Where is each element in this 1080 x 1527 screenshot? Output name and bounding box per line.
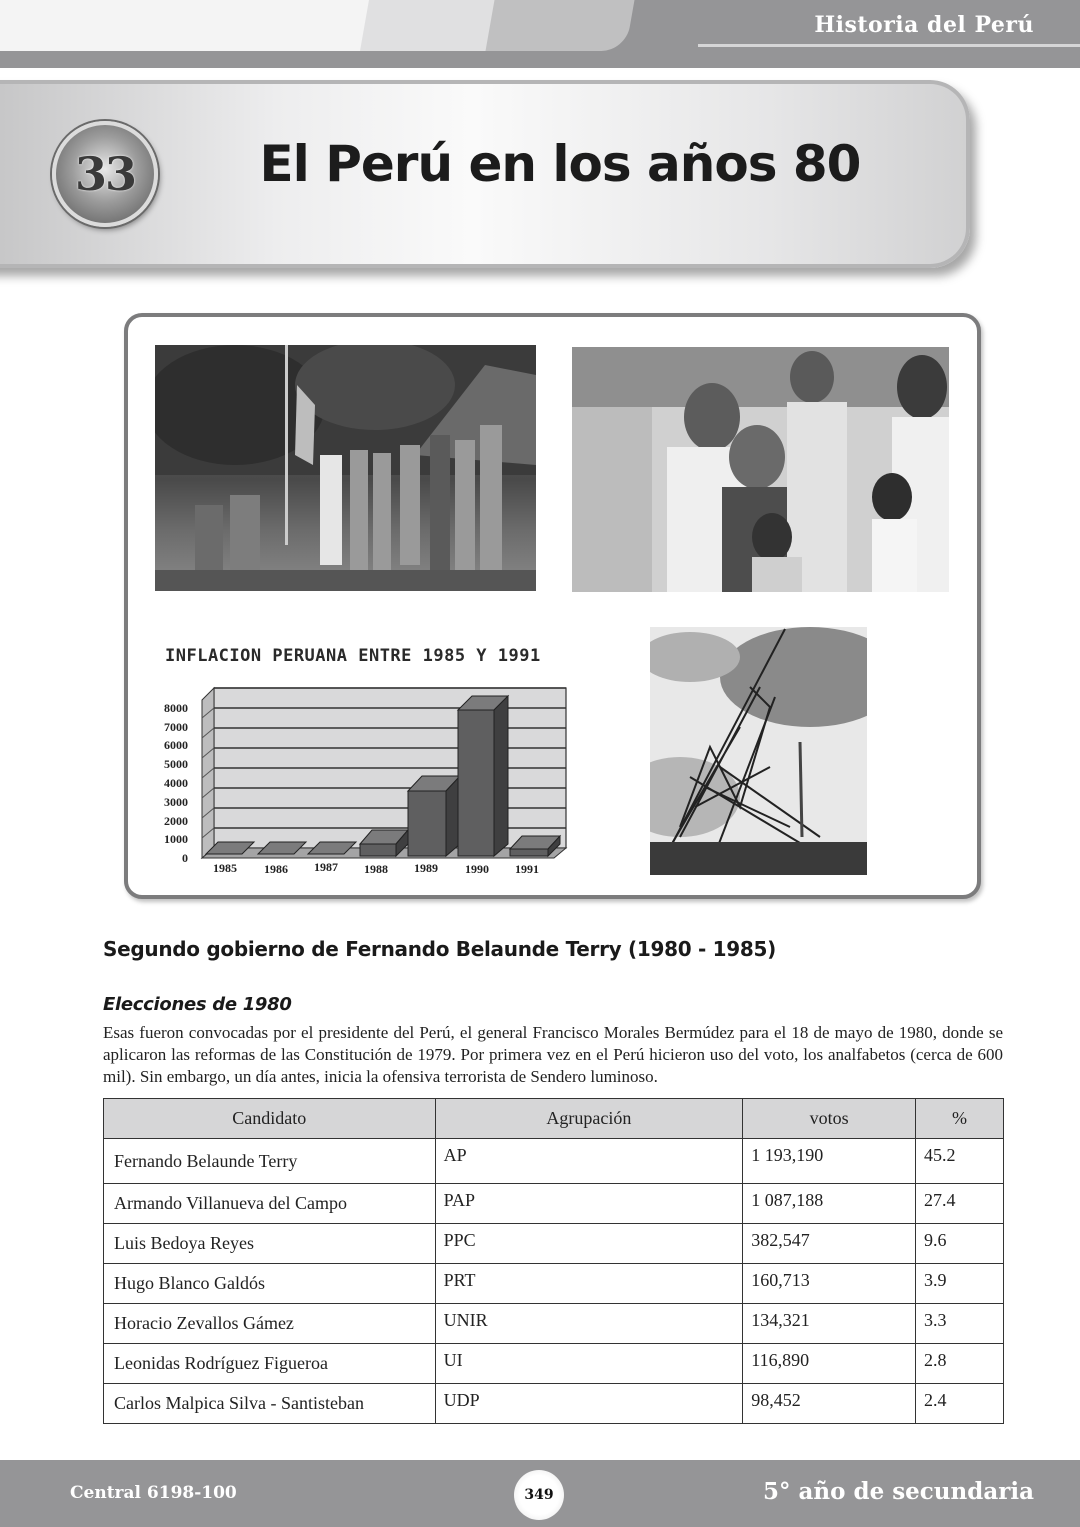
votes-cell: 1 193,190 [743, 1139, 916, 1184]
table-row [104, 1224, 1004, 1264]
candidate-cell: Armando Villanueva del Campo [104, 1184, 436, 1224]
candidate-cell: Carlos Malpica Silva - Santisteban [104, 1384, 436, 1424]
svg-text:1000: 1000 [164, 832, 188, 846]
table-row [104, 1139, 1004, 1184]
page-number-badge [514, 1470, 564, 1520]
photo-fallen-tower [650, 627, 867, 875]
percent-cell: 9.6 [916, 1224, 1004, 1264]
column-header-votes: votos [743, 1099, 916, 1139]
percent-cell: 2.8 [916, 1344, 1004, 1384]
votes-cell: 134,321 [743, 1304, 916, 1344]
votes-cell: 160,713 [743, 1264, 916, 1304]
svg-text:1986: 1986 [264, 862, 288, 876]
body-paragraph: Esas fueron convocadas por el presidente del Perú, el general Francisco Morales Bermúdez para el 18 de mayo de 1980, donde se aplicaron las reformas de las Constitución de 1979. Por primera vez en el Perú hicieron uso del voto, los analfabetos (cerca de 600 mil). Sin embargo, un día antes, inicia la ofensiva terrorista de Sendero luminoso. [103, 1023, 1003, 1086]
svg-text:0: 0 [182, 851, 188, 865]
footer-phone: Central 6198-100 [70, 1483, 237, 1503]
svg-text:8000: 8000 [164, 701, 188, 715]
page-header [0, 0, 1080, 68]
svg-text:1989: 1989 [414, 861, 438, 875]
photo-jungle-ceremony [155, 345, 536, 591]
percent-cell: 45.2 [916, 1139, 1004, 1184]
election-results-table [103, 1098, 1004, 1424]
chart-title: INFLACION PERUANA ENTRE 1985 Y 1991 [165, 646, 541, 666]
header-light-panel [0, 0, 380, 51]
svg-text:1985: 1985 [213, 861, 237, 875]
header-divider [698, 44, 1080, 47]
table-row [104, 1304, 1004, 1344]
svg-text:4000: 4000 [164, 776, 188, 790]
chapter-number: 33 [74, 147, 135, 201]
section-heading: Segundo gobierno de Fernando Belaunde Terry (1980 - 1985) [103, 937, 776, 961]
table-row [104, 1384, 1004, 1424]
svg-text:7000: 7000 [164, 720, 188, 734]
chapter-number-badge [52, 121, 158, 227]
footer-grade: 5° año de secundaria [763, 1478, 1034, 1505]
svg-text:3000: 3000 [164, 795, 188, 809]
party-cell: PPC [435, 1224, 743, 1264]
party-cell: UDP [435, 1384, 743, 1424]
candidate-cell: Luis Bedoya Reyes [104, 1224, 436, 1264]
candidate-cell: Hugo Blanco Galdós [104, 1264, 436, 1304]
header-slant-decoration [486, 0, 635, 51]
svg-text:1990: 1990 [465, 862, 489, 876]
candidate-cell: Leonidas Rodríguez Figueroa [104, 1344, 436, 1384]
photo-jungle-icon [155, 345, 536, 591]
party-cell: AP [435, 1139, 743, 1184]
party-cell: UI [435, 1344, 743, 1384]
svg-text:1991: 1991 [515, 862, 539, 876]
sub-heading: Elecciones de 1980 [103, 994, 292, 1015]
table-row [104, 1264, 1004, 1304]
svg-text:6000: 6000 [164, 738, 188, 752]
inflation-bar-chart [150, 680, 580, 880]
page-title: El Perú en los años 80 [259, 135, 861, 193]
svg-text:5000: 5000 [164, 757, 188, 771]
column-header-percent: % [916, 1099, 1004, 1139]
page-number: 349 [524, 1487, 554, 1503]
votes-cell: 116,890 [743, 1344, 916, 1384]
svg-text:1988: 1988 [364, 862, 388, 876]
page-footer [0, 1460, 1080, 1527]
photo-crowd-icon [572, 347, 949, 592]
column-header-candidate: Candidato [104, 1099, 436, 1139]
party-cell: PAP [435, 1184, 743, 1224]
subject-title: Historia del Perú [814, 12, 1034, 38]
candidate-cell: Horacio Zevallos Gámez [104, 1304, 436, 1344]
column-header-party: Agrupación [435, 1099, 743, 1139]
votes-cell: 98,452 [743, 1384, 916, 1424]
votes-cell: 382,547 [743, 1224, 916, 1264]
candidate-cell: Fernando Belaunde Terry [104, 1139, 436, 1184]
svg-text:1987: 1987 [314, 860, 338, 874]
photo-tower-icon [650, 627, 867, 875]
table-header-row [104, 1099, 1004, 1139]
percent-cell: 27.4 [916, 1184, 1004, 1224]
photo-president-crowd [572, 347, 949, 592]
percent-cell: 3.9 [916, 1264, 1004, 1304]
table-row [104, 1344, 1004, 1384]
svg-text:2000: 2000 [164, 814, 188, 828]
party-cell: UNIR [435, 1304, 743, 1344]
percent-cell: 3.3 [916, 1304, 1004, 1344]
percent-cell: 2.4 [916, 1384, 1004, 1424]
table-row [104, 1184, 1004, 1224]
party-cell: PRT [435, 1264, 743, 1304]
votes-cell: 1 087,188 [743, 1184, 916, 1224]
